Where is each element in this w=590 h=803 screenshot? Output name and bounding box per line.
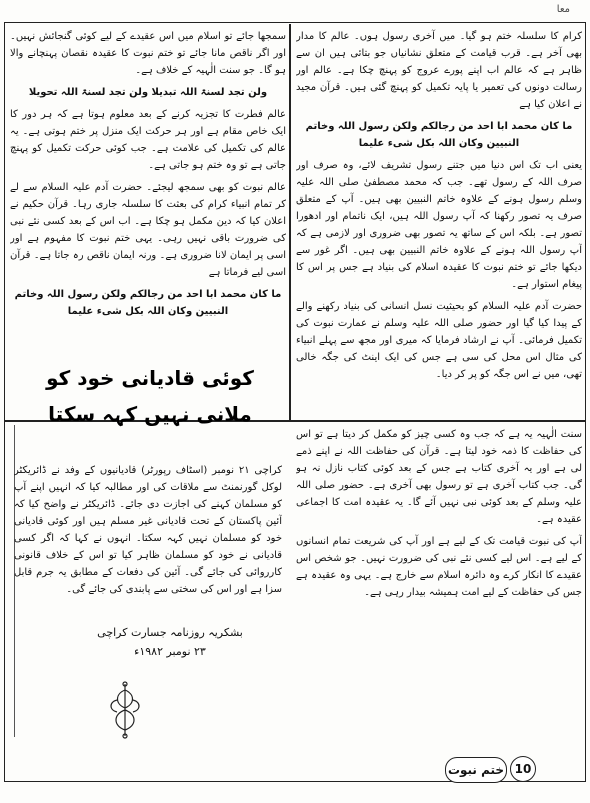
floral-ornament-icon bbox=[105, 680, 145, 740]
paragraph: سمجھا جائے تو اسلام میں اس عقیدے کے لیے کوئی گنجائش نہیں۔ اور اگر ناقص مانا جائے تو ختم نبوت کا عقیدہ نقصان پہنچانے والا ہو گا۔ جو سنت الٰہیہ کے خلاف ہے۔ bbox=[10, 31, 286, 76]
news-source: بشکریہ روزنامہ جسارت کراچی bbox=[97, 626, 243, 639]
paragraph: آپ کی نبوت قیامت تک کے لیے ہے اور آپ کی شریعت تمام انسانوں کے لیے ہے۔ اس لیے کسی نئے نبی کی ضرورت نہیں۔ جو شخص اس عقیدے کا انکار کرے وہ دائرہ اسلام سے خارج ہے۔ یہی وہ عقیدہ ہے جس کی حفاظت کے لیے امت ہمیشہ بیدار رہی ہے۔ bbox=[296, 536, 582, 598]
quran-verse: ما کان محمد ابا احد من رجالکم ولکن رسول اللہ وخاتم النبیین وکان اللہ بکل شیء علیما bbox=[14, 289, 282, 317]
paragraph: کرام کا سلسلہ ختم ہو گیا۔ میں آخری رسول ہوں۔ عالم کا مدار بھی آخر ہے۔ قرب قیامت کے متعلق نشانیاں جو بتائی ہیں ان سے ظاہر ہے کہ عالم اب اپنے پورے عروج کو پہنچ چکا ہے۔ عالم اور رسالت دونوں کی تعمیر یا پایہ تکمیل کو پہنچ گئی ہیں۔ قرآن مجید نے اعلان کیا ہے bbox=[296, 31, 582, 110]
paragraph: سنت الٰہیہ یہ ہے کہ جب وہ کسی چیز کو مکمل کر دیتا ہے تو اس کی حفاظت کا ذمہ خود لیتا ہے۔ قرآن کی حفاظت اللہ نے اپنے ذمے لی ہے اور یہ آخری کتاب ہے جس کے بعد کوئی کتاب نازل نہ ہو گی۔ جب کتاب آخری ہے تو رسول بھی آخری ہے۔ حضور صلی اللہ علیہ وسلم کے بعد کوئی نبی نہیں آئے گا۔ یہ عقیدہ امت کا اجماعی عقیدہ ہے۔ bbox=[296, 429, 582, 525]
paragraph: عالم نبوت کو بھی سمجھ لیجئے۔ حضرت آدم علیہ السلام سے لے کر تمام انبیاء کرام کی بعثت کا سلسلہ جاری رہا۔ قرآن حکیم نے اعلان کیا کہ دین مکمل ہو چکا ہے۔ اب اس کے بعد کسی نئے نبی کی ضرورت باقی نہیں رہی۔ یہی ختم نبوت کا مفہوم ہے اور اسی پر ایمان لانا ضروری ہے۔ ورنہ ایمان ناقص رہ جاتا ہے۔ قرآن اسی لیے فرماتا ہے bbox=[10, 182, 286, 278]
quran-verse: ولن تجد لسنۃ اللہ تبدیلا ولن تجد لسنۃ اللہ تحویلا bbox=[28, 87, 268, 98]
footer-title: ختم نبوت bbox=[445, 757, 507, 783]
right-column-article bbox=[296, 28, 582, 416]
header-corner-label: معا bbox=[556, 4, 570, 15]
column-divider bbox=[289, 24, 291, 420]
bottom-right-article bbox=[296, 426, 582, 772]
quran-verse: ما کان محمد ابا احد من رجالکم ولکن رسول اللہ وخاتم النبیین وکان اللہ بکل شیء علیما bbox=[305, 121, 573, 149]
news-date: ۲۳ نومبر ۱۹۸۲ء bbox=[134, 645, 206, 658]
news-paragraph: کراچی ۲۱ نومبر (اسٹاف رپورٹر) قادیانیوں کے وفد نے ڈائریکٹر لوکل گورنمنٹ سے ملاقات کی اور مطالبہ کیا کہ انہیں اپنے آپ کو مسلمان کہنے کی اجازت دی جائے۔ ڈائریکٹر نے واضح کیا کہ آئین پاکستان کے تحت قادیانی غیر مسلم ہیں اور کوئی قادیانی خود کو مسلمان نہیں کہہ سکتا۔ انہوں نے کہا کہ اگر کسی قادیانی نے خود کو مسلمان ظاہر کیا تو اس کے خلاف قانونی کارروائی کی جائے گی۔ آئین کی دفعات کے مطابق یہ جرم قابل سزا ہے اور اس کی سختی سے پابندی کی جائے گی۔ bbox=[14, 465, 282, 595]
page-number: 10 bbox=[510, 756, 536, 782]
news-headline: کوئی قادیانی خود کو ملانی نہیں کہہ سکتا bbox=[46, 366, 254, 426]
paragraph: حضرت آدم علیہ السلام کو بحیثیت نسل انسانی کی بنیاد رکھنے والے کے پیدا کیا گیا اور حضور صلی اللہ علیہ وسلم نے عمارت نبوت کی تکمیل فرمائی۔ آپ نے ارشاد فرمایا کہ میری اور مجھ سے پہلے انبیاء کی مثال اس محل کی سی ہے جس کی ایک اینٹ کی جگہ خالی تھی، میں نے اس جگہ کو پر کر دیا۔ bbox=[296, 301, 582, 380]
paragraph: یعنی اب تک اس دنیا میں جتنے رسول تشریف لائے، وہ صرف اور صرف اللہ کے رسول تھے۔ جب کہ محمد مصطفیٰ صلی اللہ علیہ وسلم رسول ہونے کے علاوہ خاتم النبیین بھی ہیں۔ آپ کے متعلق صرف یہ تصور رکھنا کہ آپ رسول اللہ ہیں، ایک ناتمام اور ادھورا تصور ہے۔ بلکہ اس کے ساتھ یہ تصور بھی ضروری اور لازمی ہے کہ آپ رسول اللہ ہونے کے علاوہ خاتم النبیین بھی ہیں۔ اگر غور سے دیکھا جائے تو ختم نبوت کا عقیدہ اسلام کی بنیاد ہے جس پر اس کا پیغام استوار ہے۔ bbox=[296, 160, 582, 290]
paragraph: عالم فطرت کا تجزیہ کرنے کے بعد معلوم ہوتا ہے کہ ہر دور کا ایک خاص مقام ہے اور ہر حرکت ایک منزل پر ختم ہوتی ہے۔ یہ عالم کی تکمیل کی علامت ہے۔ جب کوئی حرکت تکمیل کو پہنچ جاتی ہے تو وہ ختم ہو جاتی ہے۔ bbox=[10, 109, 286, 171]
news-body bbox=[14, 462, 282, 612]
left-column-article bbox=[10, 28, 286, 353]
